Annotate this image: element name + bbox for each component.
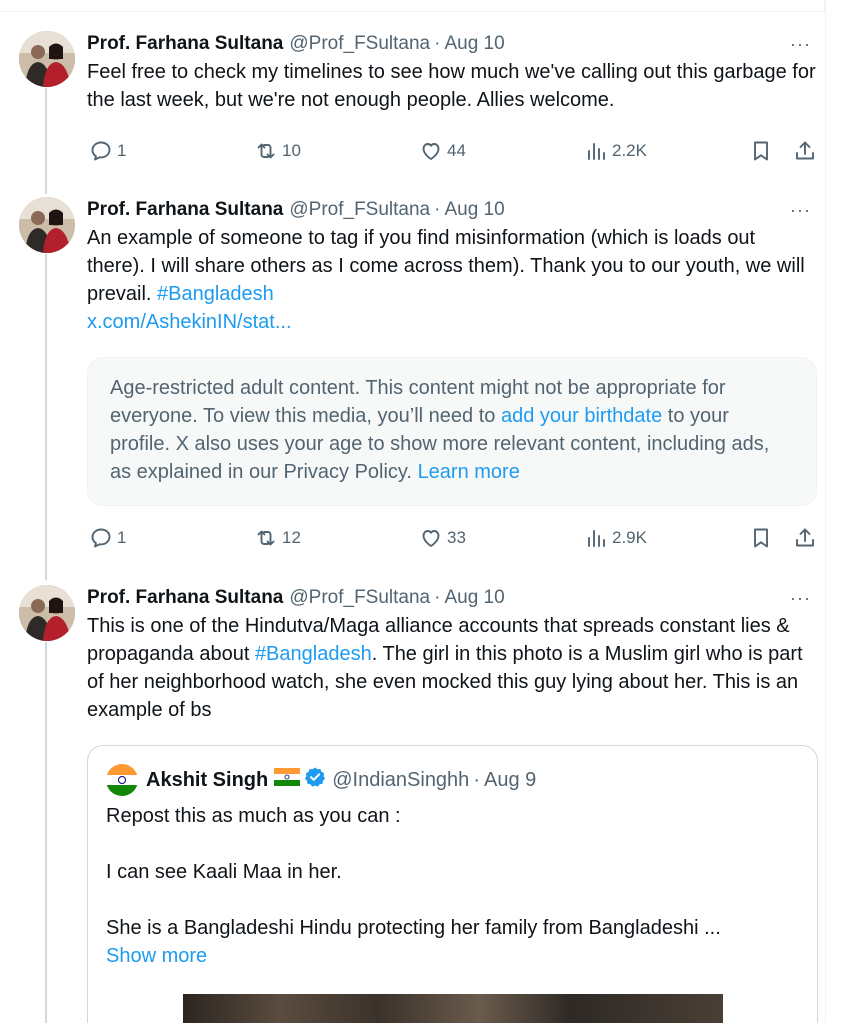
tweet-date[interactable]: Aug 10 — [444, 587, 505, 608]
repost-button[interactable] — [254, 139, 301, 163]
tweet[interactable] — [0, 0, 825, 180]
tweet-text-end: . The girl in this photo is a Muslim girl who is part of her neighborhood watch, she even mocked this guy lying about her. This is an example of bs — [87, 643, 803, 721]
tweet-text-body: An example of someone to tag if you find misinformation (which is loads out there). I will share others as I come across them). Thank you to our youth, we will prevail. — [87, 227, 805, 305]
quote-author-name[interactable]: Akshit Singh — [146, 769, 269, 791]
bookmark-button[interactable] — [749, 526, 773, 550]
more-options-icon[interactable]: ··· — [790, 588, 811, 608]
tweet-header — [87, 32, 817, 56]
add-birthdate-link[interactable]: add your birthdate — [500, 405, 663, 427]
quote-media-image[interactable] — [183, 994, 723, 1023]
show-more-link[interactable]: Show more — [106, 945, 208, 967]
quote-author-handle[interactable]: @IndianSinghh — [332, 769, 470, 791]
heart-icon — [419, 526, 443, 550]
tweet-text — [87, 612, 817, 724]
tweet-text: Feel free to check my timelines to see how much we've calling out this garbage for the last week, but we're not enough people. Allies welcome. — [87, 61, 816, 111]
quote-line: I can see Kaali Maa in her. — [106, 861, 342, 883]
author-avatar[interactable] — [19, 31, 75, 87]
repost-button[interactable] — [254, 526, 301, 550]
more-options-icon[interactable]: ··· — [790, 200, 811, 220]
quote-line: Repost this as much as you can : — [106, 805, 401, 827]
author-name[interactable]: Prof. Farhana Sultana — [87, 587, 284, 608]
author-avatar[interactable] — [19, 197, 75, 253]
views-icon — [584, 139, 608, 163]
views-button[interactable] — [584, 526, 647, 550]
like-count: 44 — [447, 141, 466, 160]
separator-dot: · — [434, 199, 441, 220]
views-button[interactable] — [584, 139, 647, 163]
share-button[interactable] — [793, 526, 817, 550]
repost-icon — [254, 139, 278, 163]
share-icon — [793, 526, 817, 550]
like-button[interactable] — [419, 526, 466, 550]
tweet-text-body: This is one of the Hindutva/Maga alliance accounts that spreads constant lies & propaganda about — [87, 615, 790, 665]
author-handle[interactable]: @Prof_FSultana — [289, 33, 431, 54]
like-button[interactable] — [419, 139, 466, 163]
quote-author-avatar[interactable] — [106, 764, 138, 796]
reply-count: 1 — [117, 141, 127, 160]
author-name[interactable]: Prof. Farhana Sultana — [87, 33, 284, 54]
author-handle[interactable]: @Prof_FSultana — [289, 199, 431, 220]
tweet-date[interactable]: Aug 10 — [444, 199, 505, 220]
view-count: 2.2K — [612, 141, 647, 160]
age-restricted-notice — [87, 357, 817, 506]
hashtag-link[interactable]: #Bangladesh — [157, 283, 274, 305]
bookmark-button[interactable] — [749, 139, 773, 163]
quote-line: She is a Bangladeshi Hindu protecting her family from Bangladeshi ... — [106, 917, 721, 939]
reply-icon — [89, 526, 113, 550]
age-notice-text-end: to your profile. X also uses your age to show more relevant content, including ads, as explained in our Privacy Policy. — [110, 405, 770, 483]
quoted-tweet[interactable] — [87, 745, 818, 1023]
tweet-date[interactable]: Aug 10 — [444, 33, 505, 54]
share-button[interactable] — [793, 139, 817, 163]
reply-button[interactable] — [89, 526, 126, 550]
age-notice-text: Age-restricted adult content. This content might not be appropriate for everyone. To view this media, you’ll need to — [110, 377, 726, 427]
author-avatar[interactable] — [19, 585, 75, 641]
bookmark-icon — [749, 139, 773, 163]
tweet[interactable] — [0, 180, 825, 570]
quote-date[interactable]: Aug 9 — [483, 769, 537, 791]
tweet-header — [87, 198, 817, 222]
tweet-header — [87, 586, 817, 610]
repost-icon — [254, 526, 278, 550]
quote-text — [106, 802, 796, 970]
india-flag-icon — [274, 767, 300, 793]
author-handle[interactable]: @Prof_FSultana — [289, 587, 431, 608]
separator-dot: · — [473, 769, 480, 791]
quote-header — [106, 764, 536, 796]
separator-dot: · — [434, 587, 441, 608]
like-count: 33 — [447, 528, 466, 547]
views-icon — [584, 526, 608, 550]
share-icon — [793, 139, 817, 163]
reply-button[interactable] — [89, 139, 126, 163]
url-link[interactable]: x.com/AshekinIN/stat... — [87, 311, 292, 333]
bookmark-icon — [749, 526, 773, 550]
more-options-icon[interactable]: ··· — [790, 34, 811, 54]
right-divider — [825, 0, 826, 1023]
reply-count: 1 — [117, 528, 127, 547]
verified-badge-icon — [304, 766, 326, 795]
action-bar — [89, 526, 819, 550]
heart-icon — [419, 139, 443, 163]
learn-more-link[interactable]: Learn more — [417, 461, 520, 483]
reply-icon — [89, 139, 113, 163]
tweet-text — [87, 224, 817, 336]
tweet[interactable] — [0, 570, 825, 1023]
view-count: 2.9K — [612, 528, 647, 547]
author-name[interactable]: Prof. Farhana Sultana — [87, 199, 284, 220]
hashtag-link[interactable]: #Bangladesh — [254, 643, 372, 665]
repost-count: 12 — [282, 528, 301, 547]
action-bar — [89, 139, 819, 163]
separator-dot: · — [434, 33, 441, 54]
repost-count: 10 — [282, 141, 301, 160]
